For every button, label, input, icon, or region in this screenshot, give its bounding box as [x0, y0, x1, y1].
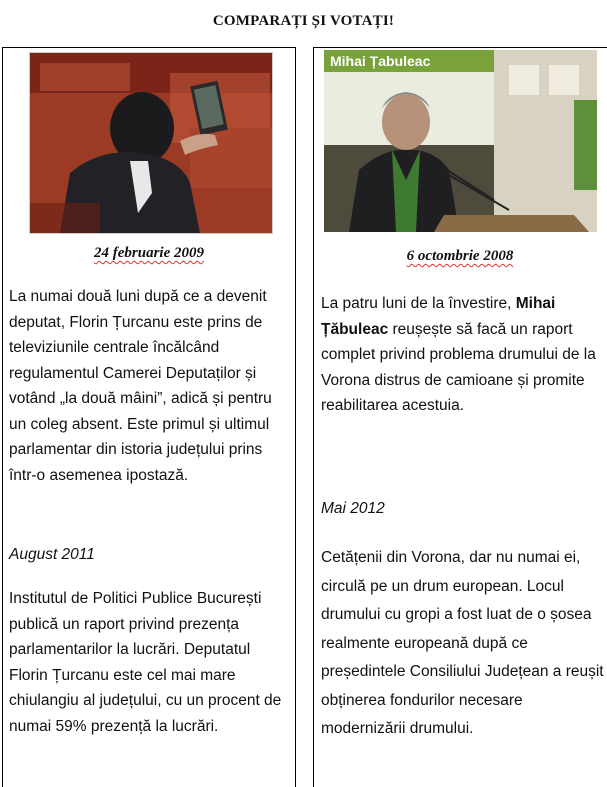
photo-speaker-podium — [324, 50, 597, 232]
left-date: 24 februarie 2009 — [94, 245, 204, 261]
right-column — [313, 47, 607, 787]
parliament-photo — [30, 53, 272, 233]
page-title: COMPARAȚI ȘI VOTAȚI! — [212, 13, 395, 29]
right-paragraph-1: La patru luni de la învestire, Mihai Țăbuleac reușește să facă un raport complet privind problema drumului de la Vorona distrus de camioane și promite reabilitarea acestuia. — [321, 295, 596, 414]
conference-photo — [324, 50, 597, 232]
left-subheading: August 2011 — [9, 546, 95, 563]
photo-deputy-voting — [29, 52, 273, 234]
left-paragraph-1: La numai două luni după ce a devenit deputat, Florin Țurcanu este prins de televiziunile centrale încălcând regulamentul Camerei Deputaților și votând „la două mâini”, adică și pentru un coleg absent. Este primul și ultimul parlamentar din istoria județului prins într-o asemenea ipostază. — [9, 288, 272, 484]
right-paragraph-2: Cetățenii din Vorona, dar nu numai ei, circulă pe un drum european. Locul drumului cu gropi a fost luat de o șosea realmente europeană după ce președintele Consiliului Județean a reușit obținerea fondurilor necesare modernizării drumului. — [321, 549, 604, 737]
right-date: 6 octombrie 2008 — [406, 248, 514, 264]
slide-text: Mihai Țabuleac — [330, 53, 431, 69]
highlighted-name: Mihai Țăbuleac — [321, 295, 556, 338]
right-subheading: Mai 2012 — [321, 500, 385, 517]
left-column — [2, 47, 296, 787]
left-paragraph-2: Institutul de Politici Publice București publică un raport privind prezența parlamentarilor la lucrări. Deputatul Florin Țurcanu este cel mai mare chiulangiu al județului, cu un procent de numai 59% prezență la lucrări. — [9, 590, 282, 735]
